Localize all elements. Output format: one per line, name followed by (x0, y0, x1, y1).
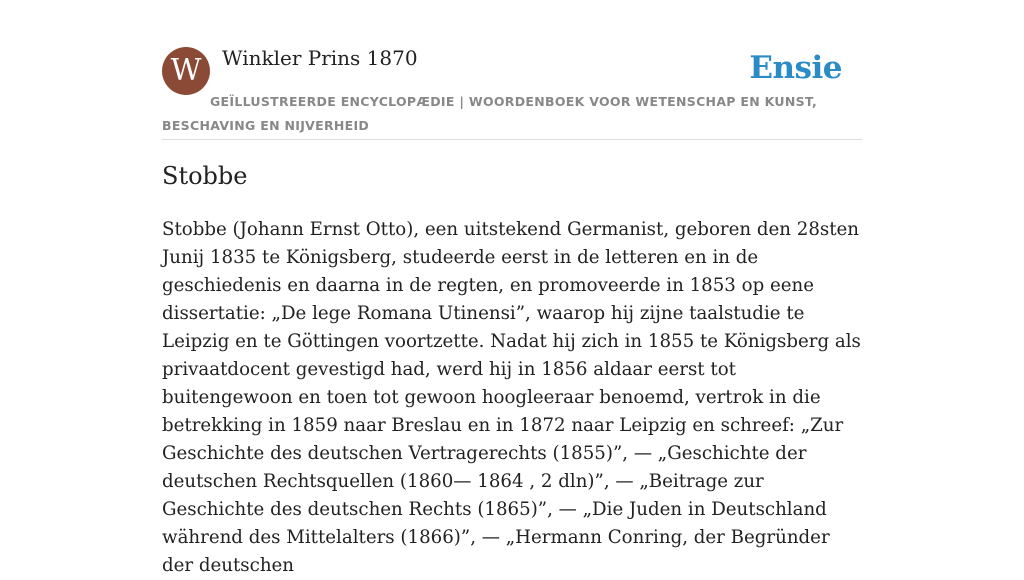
site-title[interactable]: Winkler Prins 1870 (222, 46, 418, 70)
entry-body: Stobbe (Johann Ernst Otto), een uitstekend Germanist, geboren den 28sten Junij 1835 te Königsberg, studeerde eerst in de letteren en in de geschiedenis en daarna in de regten, en promoveerde in 1853 op eene dissertatie: „De lege Romana Utinensi”, waarop hij zijne taalstudie te Leipzig en te Göttingen voortzette. Nadat hij zich in 1855 te Königsberg als privaatdocent gevestigd had, werd hij in 1856 aldaar eerst tot buitengewoon en toen tot gewoon hoogleeraar benoemd, vertrok in die betrekking in 1859 naar Breslau en in 1872 naar Leipzig en schreef: „Zur Geschichte des deutschen Vertragerechts (1855)”, — „Geschichte der deutschen Rechtsquellen (1860— 1864 , 2 dln)”, — „Beitrage zur Geschichte des deutschen Rechts (1865)”, — „Die Juden in Deutschland während des Mittelalters (1866)”, — „Hermann Conring, der Begründer der deutschen (162, 219, 861, 576)
avatar[interactable]: W (162, 47, 210, 95)
header-divider (162, 139, 862, 140)
entry-title: Stobbe (162, 162, 248, 190)
site-subtitle: GEÏLLUSTREERDE ENCYCLOPÆDIE | WOORDENBOEK VOOR WETENSCHAP EN KUNST, BESCHAVING EN NIJVERHEID (162, 94, 818, 133)
ensie-logo[interactable]: Ensie (749, 50, 842, 86)
